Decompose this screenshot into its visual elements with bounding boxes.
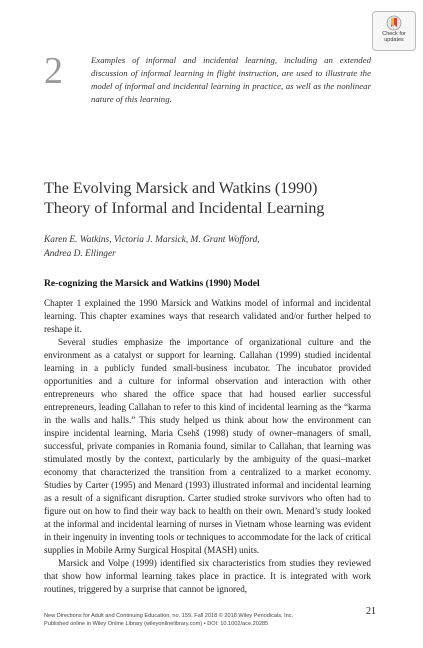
paragraph-3: Marsick and Volpe (1999) identified six characteristics from studies they reviewed that show how informal learning takes place in practice. It is integrated with work routines, triggered by a surprise that cannot be ignored, xyxy=(44,558,371,594)
body-text xyxy=(44,297,371,596)
check-for-updates-badge[interactable] xyxy=(372,11,416,51)
badge-line2: updates xyxy=(384,37,404,43)
chapter-number: 2 xyxy=(44,50,63,92)
chapter-title xyxy=(44,179,384,219)
journal-footer xyxy=(44,612,344,628)
paragraph-1: Chapter 1 explained the 1990 Marsick and Watkins model of informal and incidental learning. This chapter examines ways that research validated and/or further helped to reshape it. xyxy=(44,298,371,334)
title-line-1: The Evolving Marsick and Watkins (1990) xyxy=(44,180,318,197)
chapter-abstract: Examples of informal and incidental learning, including an extended discussion of informal learning in flight instruction, are used to illustrate the model of informal and incidental learning in practice, as well as the nonlinear nature of this learning. xyxy=(91,55,371,104)
section-heading: Re-cognizing the Marsick and Watkins (1990) Model xyxy=(44,278,260,289)
paragraph-2: Several studies emphasize the importance of organizational culture and the environment as a catalyst or support for learning. Callahan (1999) studied incidental learning in a publicly funded small-business incubator. The incubator provided opportunities and a culture for informal observation and interaction with other entrepreneurs who shared the office space that had housed earlier successful entrepreneurs, leading Callahan to refer to this kind of incidental learning as the “karma in the walls and halls.” This study helped us think about how the environment can inspire incidental learning. Maria Csehš (1998) study of owner–managers of small, successful, private companies in Romania found, similar to Callahan, that learning was stimulated mostly by the context, particularly by the ambiguity of the quasi–market economy that characterized the transition from a centralized to a market economy. Studies by Carter (1995) and Menard (1993) illustrated informal and incidental learning as a result of a significant disruption. Carter studied stroke survivors who often had to figure out on how to find their way back to health on their own. Menard’s study looked at the informal and incidental learning of nurses in Vietnam whose learning was evident in their ingenuity in inventing tools or techniques to accommodate for the lack of critical supplies in Mobile Army Surgical Hospital (MASH) units. xyxy=(44,337,371,555)
badge-line1: Check for xyxy=(382,31,406,37)
page-number: 21 xyxy=(366,606,376,617)
crossmark-icon xyxy=(386,15,402,31)
title-line-2: Theory of Informal and Incidental Learning xyxy=(44,200,325,217)
authors-line-2: Andrea D. Ellinger xyxy=(44,249,116,259)
footer-line-2: Published online in Wiley Online Library (wileyonlinelibrary.com) • DOI: 10.1002/ace.20285 xyxy=(44,621,269,627)
authors xyxy=(44,233,384,261)
footer-line-1: New Directions for Adult and Continuing Education, no. 159, Fall 2018 © 2018 Wiley Periodicals, Inc. xyxy=(44,613,294,619)
authors-line-1: Karen E. Watkins, Victoria J. Marsick, M. Grant Wofford, xyxy=(44,235,260,245)
